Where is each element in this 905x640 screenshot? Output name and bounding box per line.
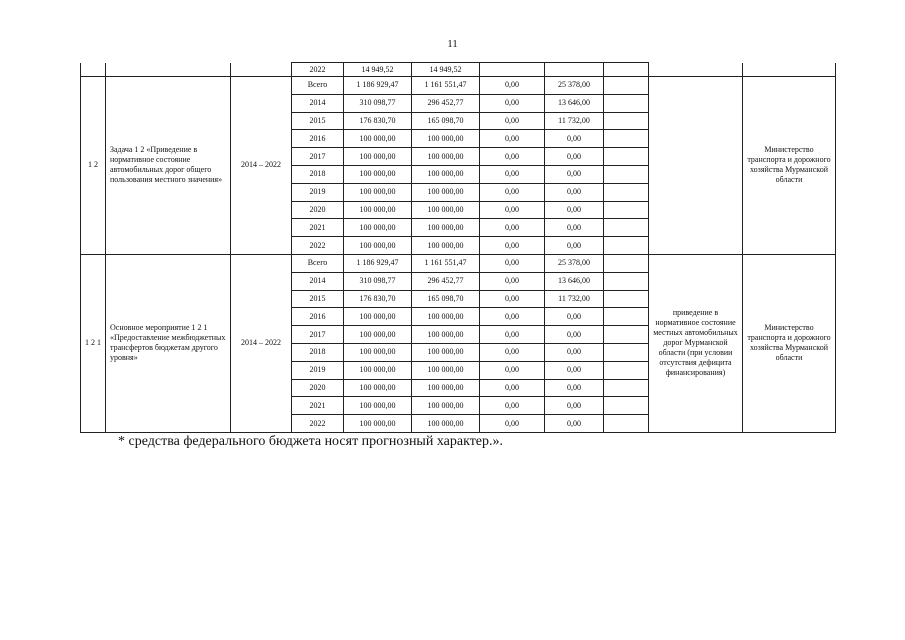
cell-local: 0,00 <box>545 165 604 183</box>
cell-other <box>604 397 649 415</box>
cell-year: 2016 <box>292 308 344 326</box>
cell-total: 100 000,00 <box>344 165 412 183</box>
cell-federal: 0,00 <box>480 77 545 95</box>
cell-other <box>604 326 649 344</box>
cell-other <box>604 290 649 308</box>
cell-total: 100 000,00 <box>344 361 412 379</box>
cell-year: 2022 <box>292 63 344 77</box>
cell-local: 0,00 <box>545 308 604 326</box>
budget-table <box>80 62 836 433</box>
cell-other <box>604 219 649 237</box>
cell-federal: 0,00 <box>480 326 545 344</box>
cell-federal: 0,00 <box>480 94 545 112</box>
cell-regional: 296 452,77 <box>412 94 480 112</box>
cell-local <box>545 63 604 77</box>
cell-regional: 296 452,77 <box>412 272 480 290</box>
cell-federal: 0,00 <box>480 272 545 290</box>
cell-federal <box>480 63 545 77</box>
cell-indicator <box>649 77 743 255</box>
cell-federal: 0,00 <box>480 254 545 272</box>
cell-federal: 0,00 <box>480 343 545 361</box>
cell-regional: 1 161 551,47 <box>412 254 480 272</box>
cell-regional: 100 000,00 <box>412 415 480 433</box>
cell-other <box>604 254 649 272</box>
cell-other <box>604 415 649 433</box>
cell-year: 2020 <box>292 379 344 397</box>
cell-total: 100 000,00 <box>344 326 412 344</box>
cell-local: 13 646,00 <box>545 272 604 290</box>
cell-local: 0,00 <box>545 415 604 433</box>
cell-regional: 14 949,52 <box>412 63 480 77</box>
cell-other <box>604 77 649 95</box>
cell-year: 2021 <box>292 397 344 415</box>
cell-regional: 100 000,00 <box>412 308 480 326</box>
cell-local: 13 646,00 <box>545 94 604 112</box>
cell-local: 25 378,00 <box>545 77 604 95</box>
cell-year: 2015 <box>292 290 344 308</box>
cell-local: 0,00 <box>545 237 604 255</box>
cell-year: Всего <box>292 77 344 95</box>
cell-total: 100 000,00 <box>344 397 412 415</box>
cell-local: 0,00 <box>545 343 604 361</box>
cell-regional: 100 000,00 <box>412 361 480 379</box>
cell-year: 2016 <box>292 130 344 148</box>
cell-year: 2014 <box>292 94 344 112</box>
cell-regional: 100 000,00 <box>412 397 480 415</box>
cell-total: 1 186 929,47 <box>344 77 412 95</box>
cell-period: 2014 – 2022 <box>231 254 292 432</box>
cell-other <box>604 94 649 112</box>
cell-name <box>106 63 231 77</box>
cell-local: 0,00 <box>545 183 604 201</box>
cell-regional: 100 000,00 <box>412 165 480 183</box>
cell-total: 100 000,00 <box>344 219 412 237</box>
cell-other <box>604 112 649 130</box>
cell-local: 0,00 <box>545 148 604 166</box>
cell-other <box>604 272 649 290</box>
cell-total: 100 000,00 <box>344 130 412 148</box>
cell-year: 2022 <box>292 415 344 433</box>
cell-regional: 1 161 551,47 <box>412 77 480 95</box>
cell-local: 0,00 <box>545 326 604 344</box>
cell-year: 2014 <box>292 272 344 290</box>
cell-total: 100 000,00 <box>344 237 412 255</box>
cell-federal: 0,00 <box>480 308 545 326</box>
cell-total: 100 000,00 <box>344 415 412 433</box>
cell-regional: 100 000,00 <box>412 343 480 361</box>
cell-federal: 0,00 <box>480 130 545 148</box>
cell-total: 100 000,00 <box>344 183 412 201</box>
cell-year: Всего <box>292 254 344 272</box>
cell-federal: 0,00 <box>480 237 545 255</box>
cell-total: 100 000,00 <box>344 308 412 326</box>
cell-local: 25 378,00 <box>545 254 604 272</box>
cell-local: 0,00 <box>545 130 604 148</box>
page-number: 11 <box>447 38 458 50</box>
cell-other <box>604 379 649 397</box>
cell-federal: 0,00 <box>480 201 545 219</box>
cell-executor: Министерство транспорта и дорожного хозяйства Мурманской области <box>743 77 836 255</box>
cell-federal: 0,00 <box>480 361 545 379</box>
cell-year: 2017 <box>292 326 344 344</box>
cell-other <box>604 183 649 201</box>
cell-other <box>604 165 649 183</box>
cell-name: Основное мероприятие 1 2 1 «Предоставление межбюджетных трансфертов бюджетам другого уровня» <box>106 254 231 432</box>
cell-local: 0,00 <box>545 361 604 379</box>
cell-total: 176 830,70 <box>344 112 412 130</box>
cell-total: 1 186 929,47 <box>344 254 412 272</box>
cell-name: Задача 1 2 «Приведение в нормативное состояние автомобильных дорог общего пользования местного значения» <box>106 77 231 255</box>
cell-code: 1 2 1 <box>81 254 106 432</box>
cell-year: 2019 <box>292 183 344 201</box>
cell-period: 2014 – 2022 <box>231 77 292 255</box>
cell-regional: 100 000,00 <box>412 130 480 148</box>
cell-federal: 0,00 <box>480 219 545 237</box>
table-body <box>81 63 836 433</box>
cell-indicator: приведение в нормативное состояние местных автомобильных дорог Мурманской области (при условии отсутствия дефицита финансирования) <box>649 254 743 432</box>
cell-local: 0,00 <box>545 219 604 237</box>
cell-period <box>231 63 292 77</box>
cell-other <box>604 63 649 77</box>
cell-local: 11 732,00 <box>545 290 604 308</box>
cell-year: 2019 <box>292 361 344 379</box>
cell-regional: 100 000,00 <box>412 379 480 397</box>
cell-federal: 0,00 <box>480 112 545 130</box>
cell-federal: 0,00 <box>480 379 545 397</box>
cell-executor <box>743 63 836 77</box>
cell-year: 2017 <box>292 148 344 166</box>
cell-year: 2020 <box>292 201 344 219</box>
cell-other <box>604 237 649 255</box>
cell-regional: 100 000,00 <box>412 219 480 237</box>
cell-total: 100 000,00 <box>344 379 412 397</box>
cell-total: 310 098,77 <box>344 272 412 290</box>
cell-total: 100 000,00 <box>344 148 412 166</box>
cell-code: 1 2 <box>81 77 106 255</box>
cell-total: 176 830,70 <box>344 290 412 308</box>
cell-year: 2018 <box>292 165 344 183</box>
table-row <box>81 77 836 95</box>
cell-regional: 100 000,00 <box>412 201 480 219</box>
cell-federal: 0,00 <box>480 148 545 166</box>
cell-code <box>81 63 106 77</box>
cell-other <box>604 308 649 326</box>
cell-indicator <box>649 63 743 77</box>
cell-regional: 165 098,70 <box>412 112 480 130</box>
cell-other <box>604 148 649 166</box>
cell-other <box>604 361 649 379</box>
cell-local: 0,00 <box>545 201 604 219</box>
table-row <box>81 254 836 272</box>
cell-year: 2018 <box>292 343 344 361</box>
footnote: * средства федерального бюджета носят прогнозный характер.». <box>118 434 504 449</box>
cell-federal: 0,00 <box>480 165 545 183</box>
cell-year: 2015 <box>292 112 344 130</box>
cell-regional: 100 000,00 <box>412 183 480 201</box>
cell-total: 100 000,00 <box>344 343 412 361</box>
cell-total: 310 098,77 <box>344 94 412 112</box>
cell-other <box>604 130 649 148</box>
cell-federal: 0,00 <box>480 290 545 308</box>
cell-other <box>604 343 649 361</box>
cell-total: 100 000,00 <box>344 201 412 219</box>
cell-year: 2022 <box>292 237 344 255</box>
table-row-top <box>81 63 836 77</box>
cell-regional: 165 098,70 <box>412 290 480 308</box>
cell-local: 0,00 <box>545 397 604 415</box>
cell-executor: Министерство транспорта и дорожного хозяйства Мурманской области <box>743 254 836 432</box>
cell-other <box>604 201 649 219</box>
cell-regional: 100 000,00 <box>412 148 480 166</box>
cell-federal: 0,00 <box>480 397 545 415</box>
cell-regional: 100 000,00 <box>412 326 480 344</box>
cell-federal: 0,00 <box>480 415 545 433</box>
cell-federal: 0,00 <box>480 183 545 201</box>
cell-local: 11 732,00 <box>545 112 604 130</box>
cell-total: 14 949,52 <box>344 63 412 77</box>
cell-regional: 100 000,00 <box>412 237 480 255</box>
cell-year: 2021 <box>292 219 344 237</box>
cell-local: 0,00 <box>545 379 604 397</box>
